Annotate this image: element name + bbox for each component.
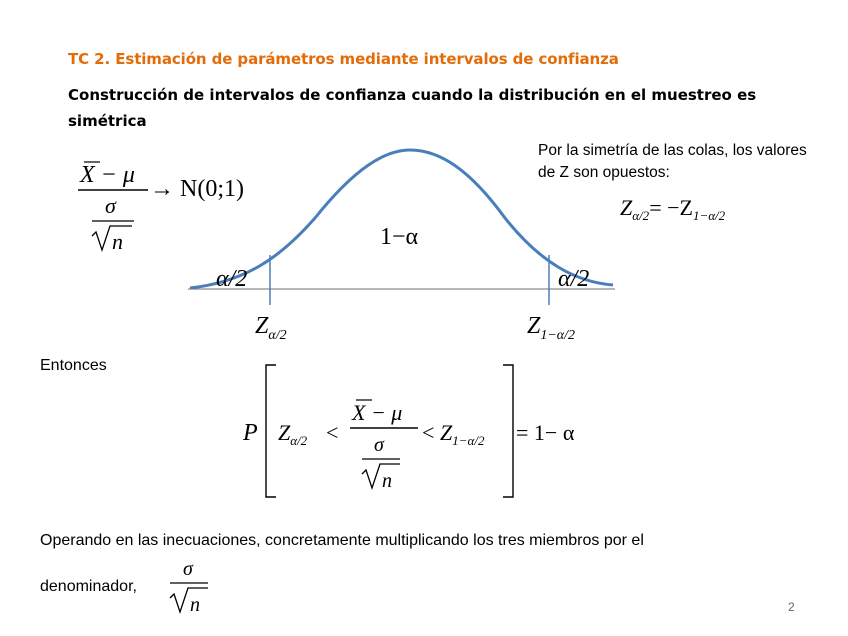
xbar-minus-mu-2: X − μ	[352, 400, 403, 425]
right-bracket	[503, 365, 513, 497]
xbar-minus-mu: X − μ	[80, 162, 135, 188]
slide-subtitle: Construcción de intervalos de confianza cuando la distribución en el muestreo es simétrica	[68, 86, 757, 130]
arrow-normal: → N(0;1)	[150, 176, 244, 202]
standardization-formula	[78, 162, 244, 254]
normal-curve-diagram	[188, 150, 615, 343]
operando-text: Operando en las inecuaciones, concretamente multiplicando los tres miembros por el	[40, 532, 644, 549]
center-area-label: 1−α	[380, 224, 419, 250]
sigma-over-root-n	[170, 558, 208, 616]
sigma-symbol-2: σ	[374, 434, 384, 456]
right-tail-label: α/2	[558, 266, 590, 292]
lt-left: <	[326, 420, 339, 445]
probability-inequality	[242, 365, 575, 497]
left-bracket	[266, 365, 276, 497]
left-tail-label: α/2	[216, 266, 248, 292]
n-symbol-2: n	[382, 470, 392, 492]
denominador-text: denominador,	[40, 578, 137, 595]
n-symbol-3: n	[190, 594, 200, 616]
symmetry-note: Por la simetría de las colas, los valores de Z son opuestos:	[538, 142, 807, 181]
entonces-text: Entonces	[40, 357, 107, 374]
z-lower: $Z_{\alpha/2}$	[278, 420, 308, 448]
page-number: 2	[788, 600, 795, 614]
lt-right: <	[422, 420, 435, 445]
symmetry-equation: $Z_{\alpha/2}= -Z_{1-\alpha/2}$	[620, 195, 726, 223]
z-left-label: $Z_{\alpha/2}$	[255, 313, 287, 343]
prob-p: P	[243, 420, 258, 446]
z-right-label: $Z_{1-\alpha/2}$	[527, 313, 576, 343]
z-upper: $Z_{1-\alpha/2}$	[440, 420, 485, 448]
slide-title: TC 2. Estimación de parámetros mediante intervalos de confianza	[68, 50, 619, 68]
sigma-symbol-3: σ	[183, 558, 193, 580]
eq-result: = 1− α	[516, 420, 575, 445]
sigma-symbol: σ	[105, 193, 116, 218]
n-symbol: n	[112, 229, 123, 254]
